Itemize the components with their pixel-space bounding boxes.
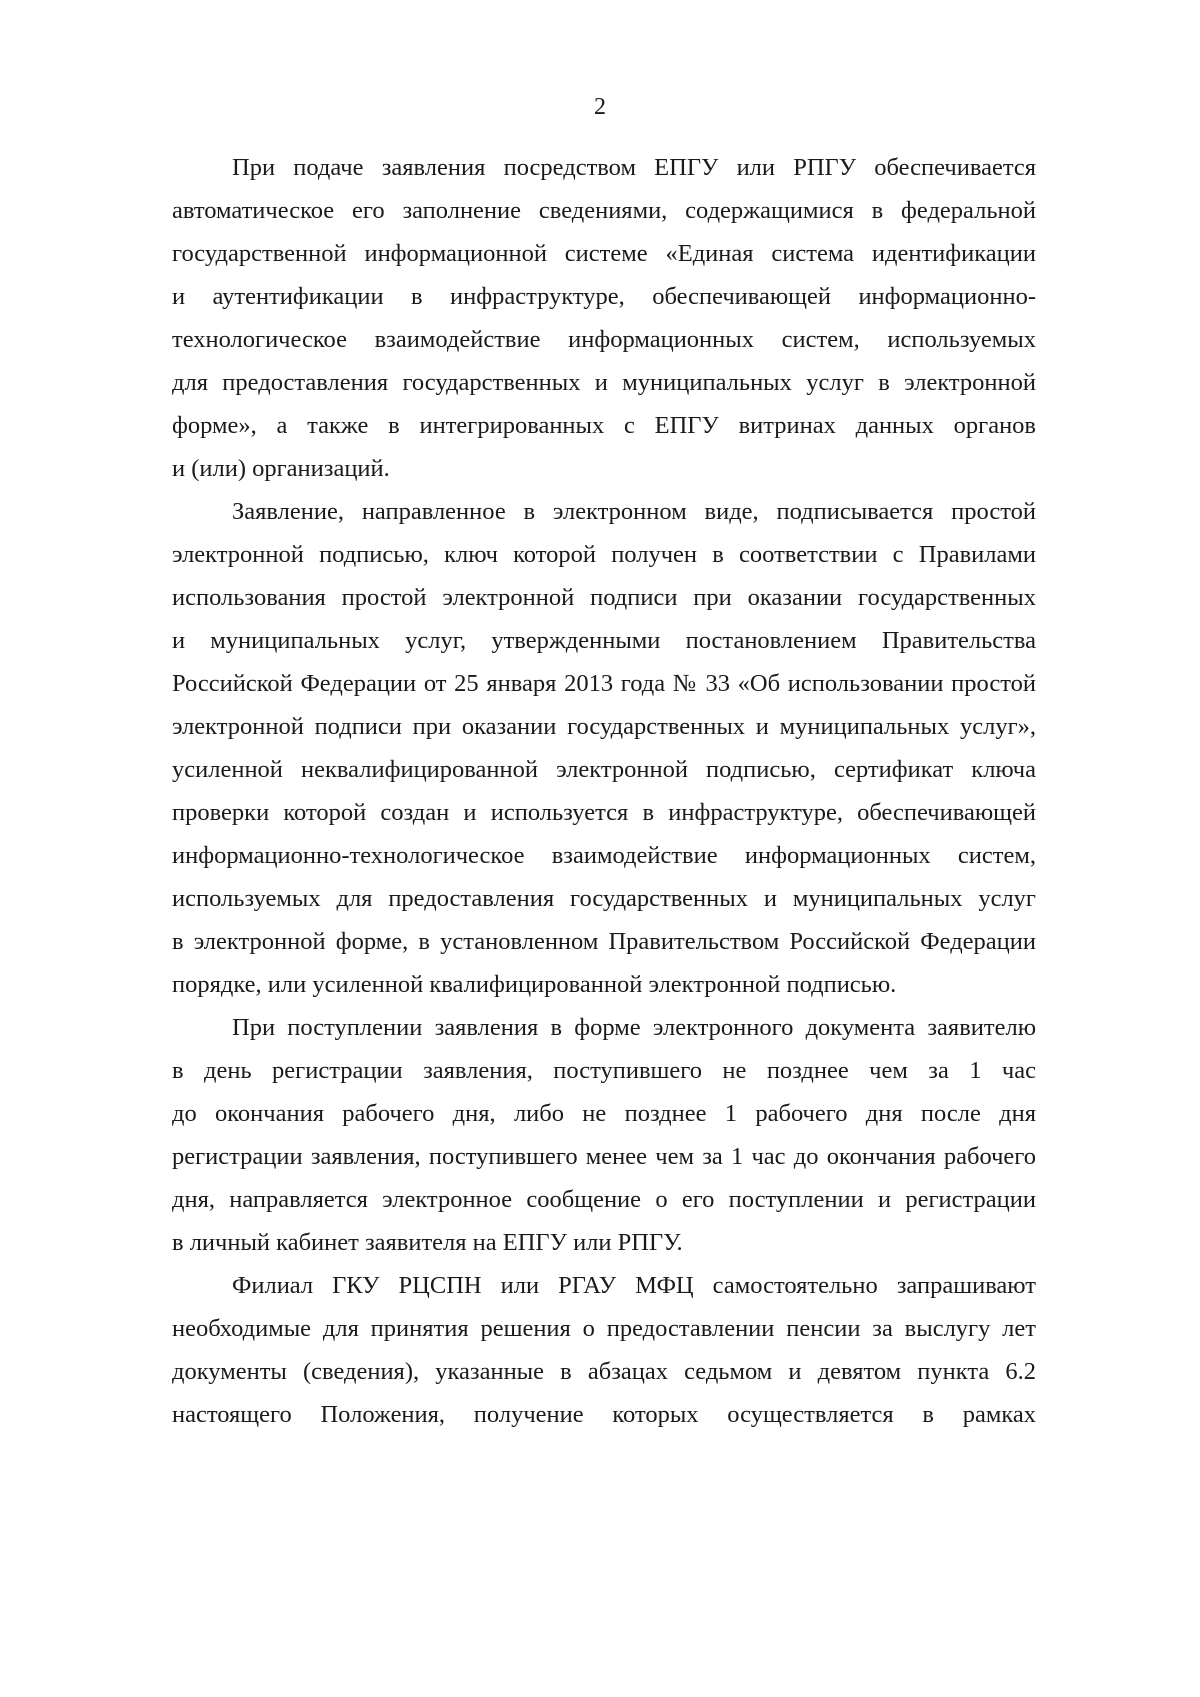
text-line: и аутентификации в инфраструктуре, обеспечивающей информационно- xyxy=(172,283,1036,310)
text-line: Филиал ГКУ РЦСПН или РГАУ МФЦ самостоятельно запрашивают xyxy=(232,1272,1036,1299)
text-line: для предоставления государственных и муниципальных услуг в электронной xyxy=(172,369,1036,396)
document-body xyxy=(172,146,1036,1436)
text-line: электронной подписи при оказании государственных и муниципальных услуг», xyxy=(172,713,1036,740)
text-line: документы (сведения), указанные в абзацах седьмом и девятом пункта 6.2 xyxy=(172,1358,1036,1385)
text-line: усиленной неквалифицированной электронной подписью, сертификат ключа xyxy=(172,756,1036,783)
text-line: технологическое взаимодействие информационных систем, используемых xyxy=(172,326,1036,353)
paragraph xyxy=(172,490,1036,1006)
text-line: При подаче заявления посредством ЕПГУ или РПГУ обеспечивается xyxy=(232,154,1036,181)
text-line: государственной информационной системе «Единая система идентификации xyxy=(172,240,1036,267)
text-line: проверки которой создан и используется в инфраструктуре, обеспечивающей xyxy=(172,799,1036,826)
text-line: При поступлении заявления в форме электронного документа заявителю xyxy=(232,1014,1036,1041)
text-line: в электронной форме, в установленном Правительством Российской Федерации xyxy=(172,928,1036,955)
text-line: порядке, или усиленной квалифицированной электронной подписью. xyxy=(172,971,897,998)
text-line: используемых для предоставления государственных и муниципальных услуг xyxy=(172,885,1036,912)
text-line: форме», а также в интегрированных с ЕПГУ витринах данных органов xyxy=(172,412,1036,439)
text-line: в день регистрации заявления, поступившего не позднее чем за 1 час xyxy=(172,1057,1036,1084)
text-line: информационно-технологическое взаимодействие информационных систем, xyxy=(172,842,1036,869)
text-line: электронной подписью, ключ которой получен в соответствии с Правилами xyxy=(172,541,1036,568)
text-line: дня, направляется электронное сообщение о его поступлении и регистрации xyxy=(172,1186,1036,1213)
text-line: Заявление, направленное в электронном виде, подписывается простой xyxy=(232,498,1036,525)
paragraph xyxy=(172,1006,1036,1264)
text-line: Российской Федерации от 25 января 2013 года № 33 «Об использовании простой xyxy=(172,670,1036,697)
page-number: 2 xyxy=(594,94,606,120)
text-line: и (или) организаций. xyxy=(172,455,390,482)
paragraph xyxy=(172,146,1036,490)
text-line: до окончания рабочего дня, либо не позднее 1 рабочего дня после дня xyxy=(172,1100,1036,1127)
text-line: автоматическое его заполнение сведениями, содержащимися в федеральной xyxy=(172,197,1036,224)
text-line: настоящего Положения, получение которых осуществляется в рамках xyxy=(172,1401,1036,1428)
paragraph xyxy=(172,1264,1036,1436)
text-line: необходимые для принятия решения о предоставлении пенсии за выслугу лет xyxy=(172,1315,1036,1342)
text-line: и муниципальных услуг, утвержденными постановлением Правительства xyxy=(172,627,1036,654)
text-line: использования простой электронной подписи при оказании государственных xyxy=(172,584,1036,611)
text-line: в личный кабинет заявителя на ЕПГУ или РПГУ. xyxy=(172,1229,683,1256)
text-line: регистрации заявления, поступившего менее чем за 1 час до окончания рабочего xyxy=(172,1143,1036,1170)
